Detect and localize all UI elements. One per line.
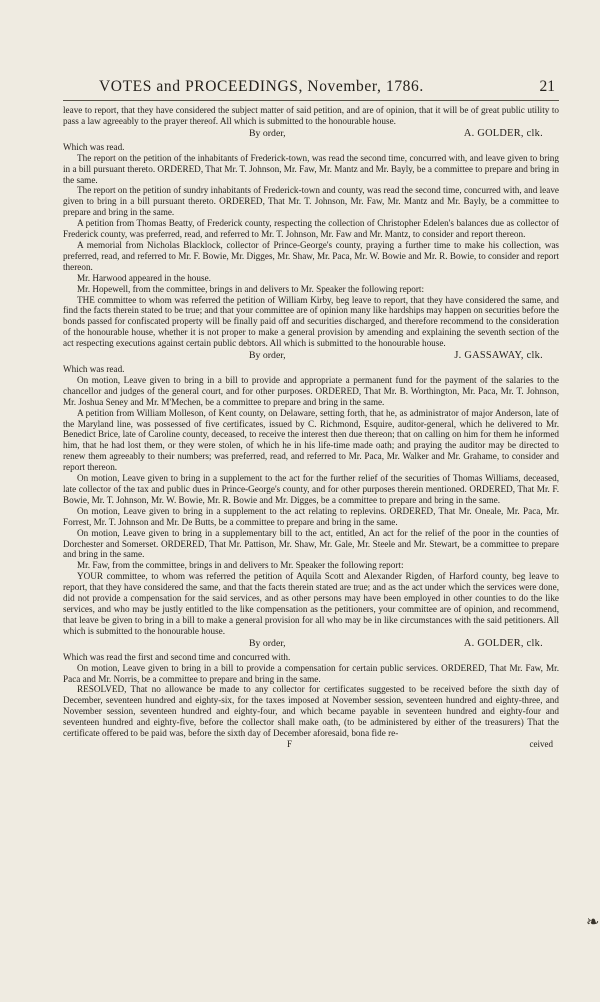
paragraph: Which was read. xyxy=(63,141,125,152)
header-title: VOTES and PROCEEDINGS, November, 1786. xyxy=(99,78,424,95)
paragraph: On motion, Leave given to bring in a supplementary bill to the act, entitled, An act for the relief of the poor in the counties of Dorchester and Somerset. ORDERED, That Mr. Pattison, Mr. Shaw, Mr. Gale, Mr. Steele and Mr. Stewart, be a committee to prepare and bring in the same. xyxy=(63,527,559,560)
report-text: YOUR committee, to whom was referred the petition of Aquila Scott and Alexander Rigden, of Harford county, beg leave to report, that they have considered the same, and that the facts therein stated are true; and as the act under which the services were done, did not provide a compensation for the said services, and as other persons may have been employed in other counties to do the like services, and who may be justly entitled to the like compensation as the petitioners, your committee are of opinion, and recommend, that leave be given to bring in a bill to make a general provision for all who may be in like circumstances with the said petitioners. All which is submitted to the honourable house. xyxy=(63,571,559,636)
by-order-label: By order, xyxy=(249,350,286,362)
clerk-name: J. GASSAWAY, clk. xyxy=(454,350,543,362)
signature-block xyxy=(63,639,559,651)
signature-block xyxy=(63,129,559,141)
by-order-label: By order, xyxy=(249,127,286,139)
paragraph: On motion, Leave given to bring in a supplement to the act for the further relief of the securities of Thomas Williams, deceased, late collector of the tax and public dues in Prince-George's county, and for other purposes therein mentioned. ORDERED, That Mr. F. Bowie, Mr. T. Johnson, Mr. W. Bowie, Mr. R. Bowie and Mr. Digges, be a committee to prepare and bring in the same. xyxy=(63,473,559,505)
catchword: ceived xyxy=(529,738,553,749)
paragraph: The report on the petition of the inhabitants of Frederick-town, was read the second time, concurred with, and leave given to bring in a bill pursuant thereto. ORDERED, That Mr. T. Johnson, Mr. Faw, Mr. Mantz and Mr. Bayly, be a committee to prepare and bring in the same. xyxy=(63,152,559,185)
running-header xyxy=(63,78,559,101)
paragraph: The report on the petition of sundry inhabitants of Frederick-town and county, was read the second time, concurred with, and leave given to bring in a bill pursuant thereto. ORDERED, That Mr. T. Johnson, Mr. Faw, Mr. Mantz and Mr. Bayly, be a committee to prepare and bring in the same. xyxy=(63,185,559,218)
paragraph: Mr. Faw, from the committee, brings in and delivers to Mr. Speaker the following report: xyxy=(77,560,404,571)
ink-blot-mark: ❧ xyxy=(586,914,600,931)
paragraph: Which was read. xyxy=(63,364,125,375)
clerk-name: A. GOLDER, clk. xyxy=(463,637,543,649)
resolution-text: RESOLVED, That no allowance be made to any collector for certificates suggested to be received before the sixth day of December, seventeen hundred and eighty-six, for the taxes imposed at November session, seventeen hundred and eighty-three, and November session, seventeen hundred and eighty-four, and which became payable in seventeen hundred and eighty-four and seventeen hundred and eighty-five, before the collector shall make oath, (to be administered by either of the treasurers) That the certificate offered to be paid was, before the sixth day of December aforesaid, bona fide re- xyxy=(63,684,559,739)
paragraph: A petition from Thomas Beatty, of Frederick county, respecting the collection of Christopher Edelen's balances due as collector of Frederick county, was preferred, read, and referred to Mr. T. Johnson, Mr. Faw and Mr. Mantz, to consider and report thereon. xyxy=(63,218,559,240)
page-footer xyxy=(63,739,559,751)
paragraph: A petition from William Molleson, of Kent county, on Delaware, setting forth, that he, as administrator of major Anderson, late of the Maryland line, was possessed of five certificates, issued by C. Richmond, Esquire, auditor-general, which he delivered to Mr. Benedict Brice, late of Caroline county, deceased, to receive the interest then due thereon; that on calling on him for them he informed him, that he had lost them, or they were stolen, of which he in his life-time made oath; and praying the auditor may be directed to renew them agreeably to their numbers; was preferred, read, and referred to Mr. Paca, Mr. Walker and Mr. Grahame, to consider and report thereon. xyxy=(63,407,559,473)
clerk-name: A. GOLDER, clk. xyxy=(463,127,543,139)
page-body xyxy=(63,105,559,751)
page xyxy=(63,78,559,751)
signature-mark: F xyxy=(287,738,293,749)
page-number: 21 xyxy=(539,78,555,95)
paragraph: leave to report, that they have considered the subject matter of said petition, and are of opinion, that it will be of great public utility to pass a law agreeably to the prayer thereof. All which is submitted to the honourable house. xyxy=(63,105,559,126)
paragraph: A memorial from Nicholas Blacklock, collector of Prince-George's county, praying a further time to make his collection, was preferred, read, and referred to Mr. F. Bowie, Mr. Digges, Mr. Shaw, Mr. Paca, Mr. W. Bowie and Mr. R. Bowie, to consider and report thereon. xyxy=(63,239,559,272)
by-order-label: By order, xyxy=(249,637,286,649)
paragraph: Which was read the first and second time and concurred with. xyxy=(63,651,291,662)
paragraph: Mr. Hopewell, from the committee, brings in and delivers to Mr. Speaker the following report: xyxy=(77,283,425,294)
paragraph: Mr. Harwood appeared in the house. xyxy=(77,272,211,283)
paragraph: On motion, Leave given to bring in a supplement to the act relating to replevins. ORDERED, That Mr. Oneale, Mr. Paca, Mr. Forrest, Mr. T. Johnson and Mr. De Butts, be a committee to prepare and bring in the same. xyxy=(63,505,559,527)
paragraph: On motion, Leave given to bring in a bill to provide a compensation for certain public services. ORDERED, That Mr. Faw, Mr. Paca and Mr. Norris, be a committee to prepare and bring in the same. xyxy=(63,662,559,684)
paragraph: On motion, Leave given to bring in a bill to provide and appropriate a permanent fund for the payment of the salaries to the chancellor and judges of the general court, and for other purposes. ORDERED, That Mr. B. Worthington, Mr. Paca, Mr. T. Johnson, Mr. Joshua Seney and Mr. M'Mechen, be a committee to prepare and bring in the same. xyxy=(63,374,559,407)
report-text: THE committee to whom was referred the petition of William Kirby, beg leave to report, that they have considered the same, and find the facts therein stated to be true; and that your committee are of opinion many like hardships may happen on securities before the bonds passed for confiscated property will be finally paid off and securities discharged, and therefore recommend to the consideration of the honourable house, whether it is not proper to make a general provision by amending and explaining the seventh section of the act respecting executions against certain public debtors. All which is submitted to the honourable house. xyxy=(63,294,559,349)
signature-block xyxy=(63,351,559,363)
